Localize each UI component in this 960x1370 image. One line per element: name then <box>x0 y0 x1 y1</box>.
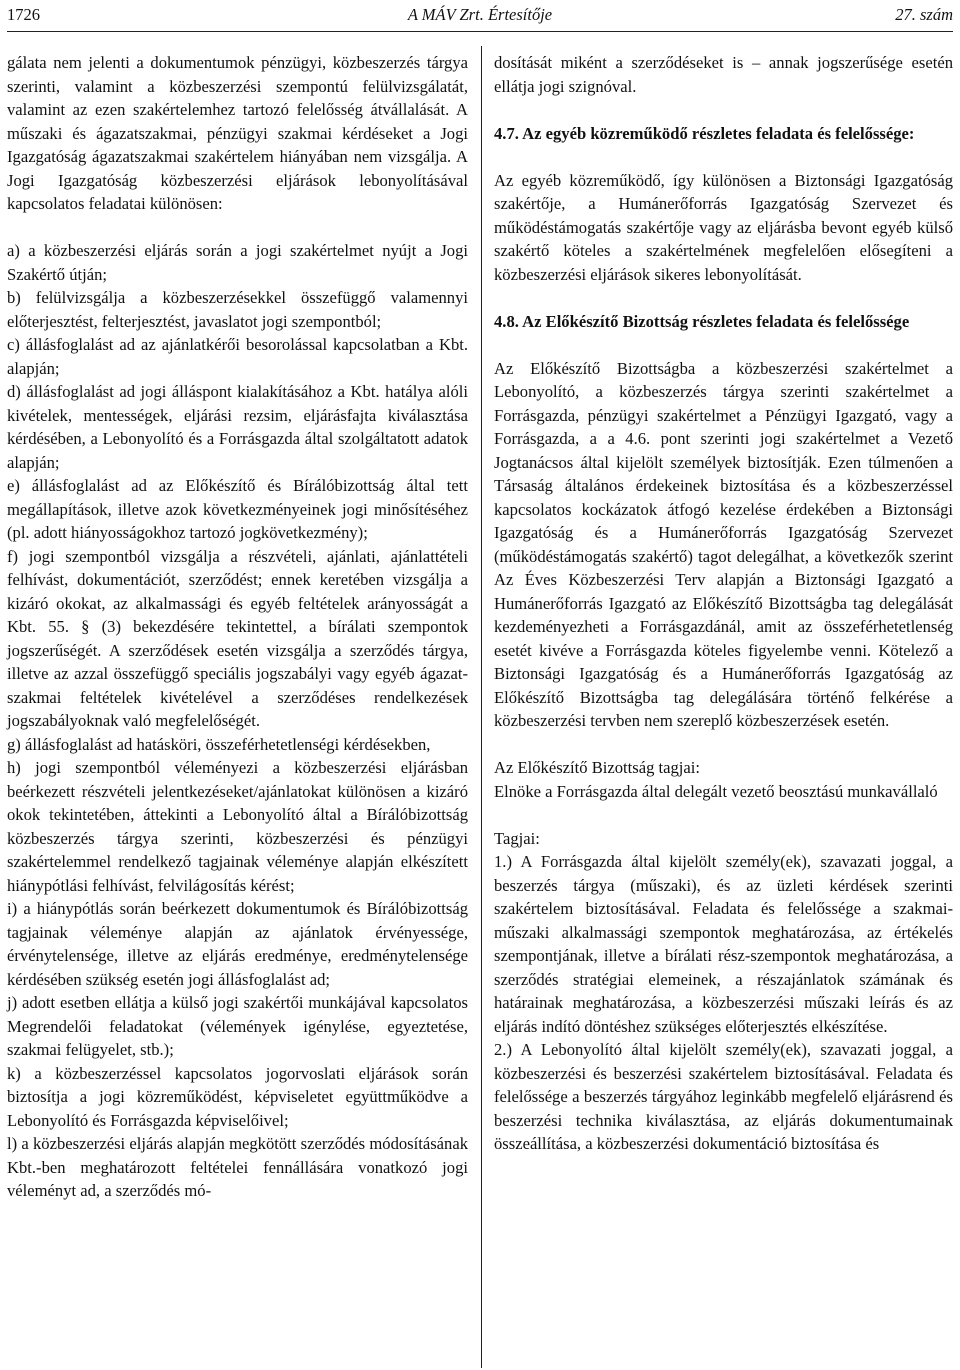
list-item-g: g) állásfoglalást ad hatásköri, összeférhetetlenségi kérdésekben, <box>7 734 431 754</box>
column-divider <box>481 46 482 1368</box>
continuation-paragraph: dosítását miként a szerződéseket is – annak jogszerűsége esetén ellátja jogi szignóval. <box>494 53 953 96</box>
list-item-d: d) állásfoglalást ad jogi álláspont kialakításához a Kbt. hatálya alóli kivételek, mentességek, eljárási rezsim, eljárásfajta kiválasztása kérdésében, a Lebonyolító és a Forrásgazda által szolgáltatott adatok alapján; <box>7 382 468 472</box>
page-number: 1726 <box>7 5 40 24</box>
list-item-a: a) a közbeszerzési eljárás során a jogi szakértelmet nyújt a Jogi Szakértő útján; <box>7 241 468 284</box>
section-4-7-heading: 4.7. Az egyéb közreműködő részletes feladata és felelőssége: <box>494 123 915 143</box>
section-4-7-body: Az egyéb közreműködő, így különösen a Biztonsági Igazgatóság szakértője, a Humánerőforrás Igazgatóság Szervezet és működéstámogatás szakértője vagy az eljárásba bevont egyéb külső szakértő köteles a szakértelmének megfelelően elősegíteni a közbeszerzési eljárások sikeres lebonyolítását. <box>494 170 953 284</box>
section-4-8-body: Az Előkészítő Bizottságba a közbeszerzési szakértelmet a Lebonyolító, a közbeszerzés tárgya szerinti szakértelmet a Forrásgazda, pénzügyi szakértelmet a Pénzügyi Igazgató, vagy a Forrásgazda, a a 4.6. pont szerinti jogi szakértelmet a Vezető Jogtanácsos által kijelölt személyek biztosítják. Ezen túlmenően a Társaság általános érdekeinek biztosítása és a közbeszerzéssel kapcsolatos kockázatok átfogó kezelése érdekében a Biztonsági Igazgatóság és a Humánerőforrás Igazgatóság Szervezet (működéstámogatás szakértő) tagot delegálhat, a következők szerint Az Éves Közbeszerzési Terv alapján a Biztonsági Igazgató a Humánerőforrás Igazgató az Előkészítő Bizottságba tag delegálását kezdeményezheti a Forrásgazdánál, amit az összeférhetetlenség esetét kivéve a Forrásgazda köteles figyelembe venni. Kötelező a Biztonsági Igazgatóság és a Humánerőforrás Igazgatóság az Előkészítő Bizottságba tag delegálására történő felkérése a közbeszerzési tervben nem szereplő közbeszerzések esetén. <box>494 358 953 730</box>
members-label: Tagjai: <box>494 828 540 848</box>
journal-title: A MÁV Zrt. Értesítője <box>407 5 553 24</box>
left-column <box>7 51 468 1203</box>
member-2-paragraph: 2.) A Lebonyolító által kijelölt személy(ek), szavazati joggal, a közbeszerzési és beszerzési szakértelem biztosításával. Feladata és felelőssége a beszerzés tárgyához leginkább megfelelő eljárásrend és beszerzési technika kiválasztása, az eljárás dokumentumainak összeállítása, a közbeszerzési dokumentáció biztosítása és <box>494 1040 953 1153</box>
list-item-e: e) állásfoglalást ad az Előkészítő és Bírálóbizottság által tett megállapítások, illetve azok következményeinek jogi minősítéséhez (pl. adott hiányosságokhoz tartozó jogkövetkezmény); <box>7 476 468 542</box>
list-item-l: l) a közbeszerzési eljárás alapján megkötött szerződés módosításának Kbt.-ben meghatározott feltételei fennállására vonatkozó jogi véleményt ad, a szerződés mó- <box>7 1134 468 1200</box>
list-item-k: k) a közbeszerzéssel kapcsolatos jogorvoslati eljárások során biztosítja a jogi közreműködést, képviseletet együttműködve a Lebonyolító és Forrásgazda képviselőivel; <box>7 1063 468 1130</box>
member-1-paragraph: 1.) A Forrásgazda által kijelölt személy(ek), szavazati joggal, a beszerzés tárgya (műszaki), és az üzleti kérdések szerinti szakértelem biztosításával. Feladata és felelőssége a szakmai-műszaki alkalmassági szempontok meghatározása, az értékelés szempontjának, illetve a bírálati rész-szempontok meghatározása, a szerződés stratégiai elemeinek, a részajánlatok számának és határainak meghatározása, a közbeszerzési műszaki leírás és az eljárás indító döntéshez szükséges előterjesztés elkészítése. <box>494 852 953 1036</box>
header-rule <box>7 31 953 32</box>
intro-paragraph: gálata nem jelenti a dokumentumok pénzügyi, közbeszerzés tárgya szerinti, valamint a közbeszerzési szempontú felülvizsgálatát, valamint az ezen szakértelemhez tartozó felelősség átvállalását. A műszaki és ágazatszakmai, pénzügyi szakmai kérdéseket a Jogi Igazgatóság ágazatszakmai szakértelem hiányában nem vizsgálja. A Jogi Igazgatóság közbeszerzési eljárások lebonyolításával kapcsolatos feladatai különösen: <box>7 53 468 213</box>
list-item-b: b) felülvizsgálja a közbeszerzésekkel összefüggő valamennyi előterjesztést, felterjesztést, javaslatot jogi szempontból; <box>7 288 468 331</box>
chair-paragraph: Elnöke a Forrásgazda által delegált vezető beosztású munkavállaló <box>494 781 938 801</box>
right-column <box>494 51 953 1156</box>
section-4-8-heading: 4.8. Az Előkészítő Bizottság részletes feladata és felelőssége <box>494 311 910 331</box>
list-item-i: i) a hiánypótlás során beérkezett dokumentumok és Bírálóbizottság tagjainak véleménye alapján az ajánlatok érvényessége, érvénytelensége, illetve az eljárás eredménye, eredménytelensége kérdésében szükség esetén jogi állásfoglalást ad; <box>7 899 468 989</box>
list-item-f: f) jogi szempontból vizsgálja a részvételi, ajánlati, ajánlattételi felhívást, dokumentációt, szerződést; ennek keretében vizsgálja a kizáró okokat, az alkalmassági és egyéb feltételek arányosságát a Kbt. 55. § (3) bekezdésére tekintettel, a bírálati szempontok jogszerűségét. A szerződések esetén vizsgálja a szerződés tárgya, illetve az azzal összefüggő speciális jogszabályi vagy egyéb ágazat-szakmai feltételek kivételével a szerződéses rendelkezések jogszabályoknak való megfelelőségét. <box>7 546 468 730</box>
list-item-h: h) jogi szempontból véleményezi a közbeszerzési eljárásban beérkezett részvételi jelentkezéseket/ajánlatokat különösen a kizáró okok tekintetében, áttekinti a Lebonyolító által a Bírálóbizottság közbeszerzés tárgya szerinti, közbeszerzési és pénzügyi szakértelemmel rendelkező tagjainak véleménye alapján elkészített hiánypótlási felhívást, felvilágosítás kérést; <box>7 758 468 895</box>
page-header <box>7 4 953 28</box>
issue-number: 27. szám <box>895 5 953 24</box>
list-item-j: j) adott esetben ellátja a külső jogi szakértői munkájával kapcsolatos Megrendelői feladatokat (vélemények igénylése, egyeztetése, szakmai felügyelet, stb.); <box>7 993 468 1059</box>
list-item-c: c) állásfoglalást ad az ajánlatkérői besorolással kapcsolatban a Kbt. alapján; <box>7 335 468 378</box>
members-heading: Az Előkészítő Bizottság tagjai: <box>494 758 700 777</box>
